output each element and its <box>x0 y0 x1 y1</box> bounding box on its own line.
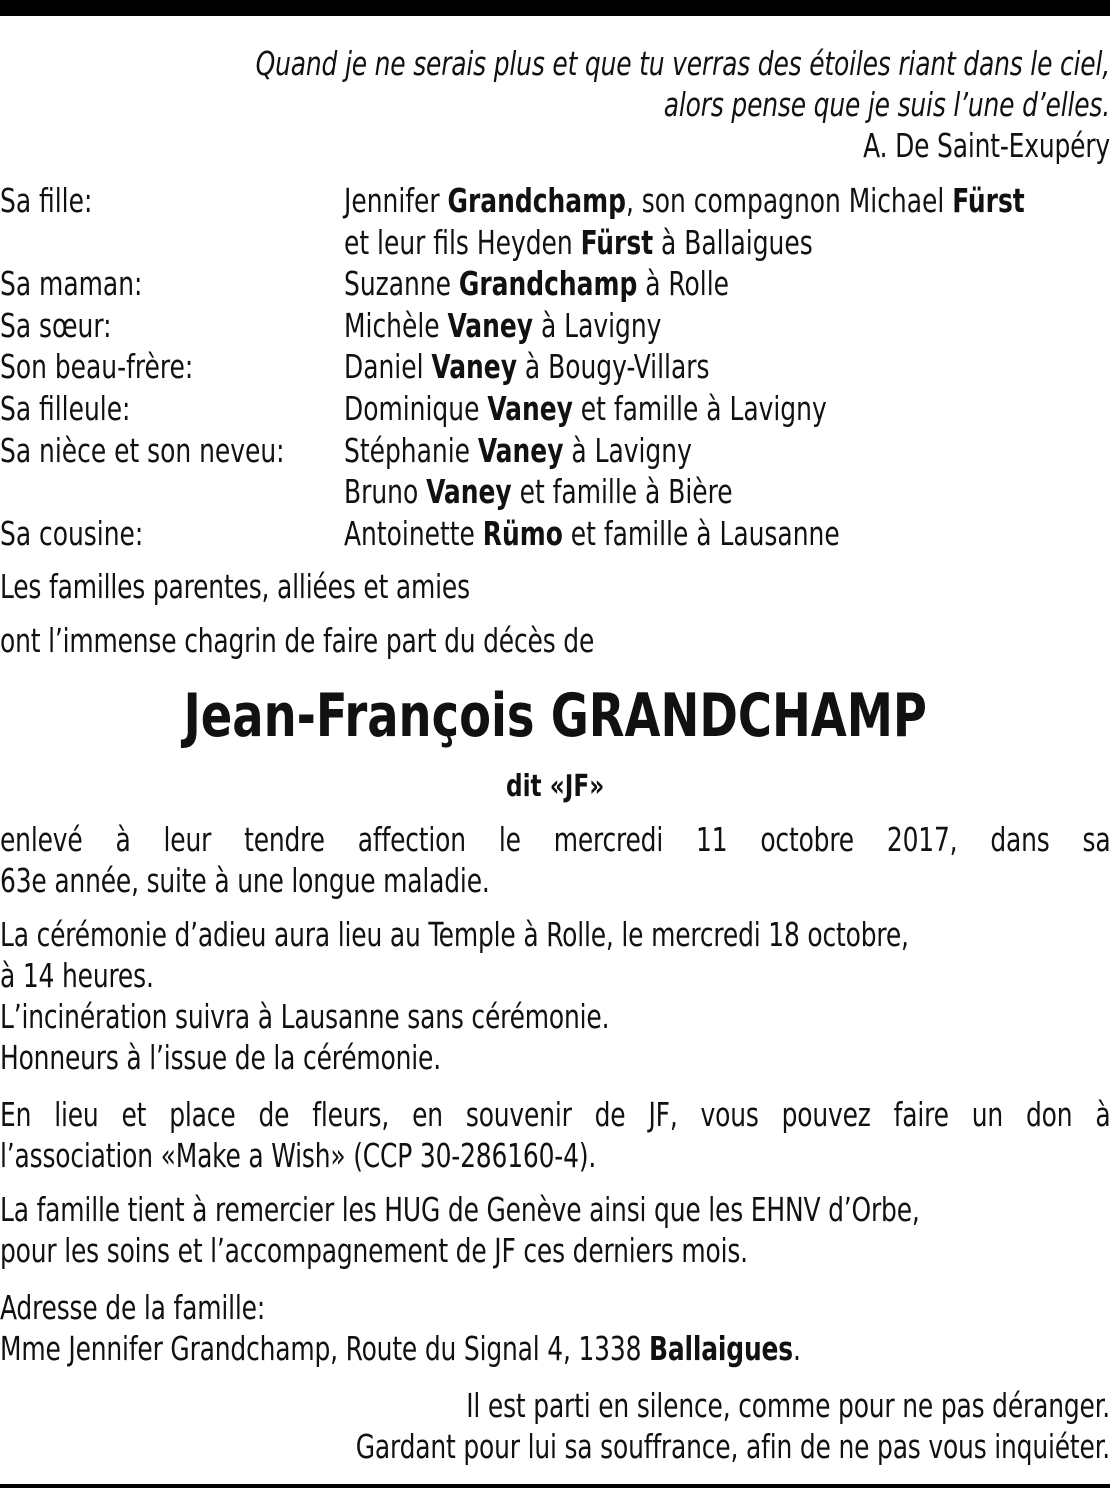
deceased-nickname <box>0 768 1110 806</box>
body-p2-line4: Honneurs à l’issue de la cérémonie. <box>0 1038 441 1077</box>
family-text: Suzanne <box>344 264 459 304</box>
family-text: Daniel <box>344 347 432 387</box>
family-label: Son beau-frère: <box>0 347 194 387</box>
family-label: Sa filleule: <box>0 389 131 428</box>
family-value <box>344 388 827 429</box>
family-value <box>344 180 1025 221</box>
family-text: Stéphanie <box>344 430 478 470</box>
family-text: Jennifer <box>344 181 448 220</box>
address-suffix: . <box>792 1329 801 1368</box>
quote-line-1: Quand je ne serais plus et que tu verras des étoiles riant dans le ciel, <box>255 44 1110 83</box>
address-city: Ballaigues <box>649 1329 793 1368</box>
body-p1-line2: 63e année, suite à une longue maladie. <box>0 861 490 900</box>
family-surname: Vaney <box>487 389 573 428</box>
family-text: à Bougy-Villars <box>516 347 710 387</box>
family-surname: Rümo <box>482 513 563 553</box>
body-p2-line3: L’incinération suivra à Lausanne sans cérémonie. <box>0 997 610 1036</box>
family-text: à Rolle <box>637 264 729 304</box>
family-text: et famille à Bière <box>511 472 733 512</box>
family-surname: Fürst <box>952 181 1025 220</box>
family-surname: Vaney <box>477 430 564 470</box>
closing-line-1: Il est parti en silence, comme pour ne pas déranger. <box>466 1386 1110 1425</box>
body-p3-line1: En lieu et place de fleurs, en souvenir de JF, vous pouvez faire un don à <box>0 1095 1110 1134</box>
family-label: Sa nièce et son neveu: <box>0 430 285 470</box>
quote-author: A. De Saint-Exupéry <box>863 126 1110 165</box>
deceased-name-text: Jean-François GRANDCHAMP <box>183 681 927 751</box>
family-text: et famille à Lausanne <box>562 513 840 553</box>
family-label: Sa maman: <box>0 264 143 304</box>
family-text: Michèle <box>344 305 448 345</box>
family-text: à Ballaigues <box>653 222 813 262</box>
family-surname: Vaney <box>431 347 517 387</box>
intro-line-2: ont l’immense chagrin de faire part du décès de <box>0 621 595 660</box>
body-p1-line1: enlevé à leur tendre affection le mercredi 11 octobre 2017, dans sa <box>0 820 1110 859</box>
family-text: Antoinette <box>344 513 483 553</box>
family-text: Dominique <box>344 389 488 428</box>
body-p3-line2: l’association «Make a Wish» (CCP 30-286160-4). <box>0 1136 597 1175</box>
family-text: Bruno <box>344 472 427 512</box>
family-value <box>344 263 729 304</box>
family-surname: Vaney <box>447 305 534 345</box>
family-text: et famille à Lavigny <box>572 389 827 428</box>
family-value <box>344 305 661 346</box>
family-value <box>344 222 813 263</box>
bottom-rule <box>0 1484 1110 1488</box>
body-p4-line2: pour les soins et l’accompagnement de JF ces derniers mois. <box>0 1231 748 1270</box>
family-label: Sa sœur: <box>0 305 112 345</box>
family-surname: Grandchamp <box>447 181 626 220</box>
family-text: à Lavigny <box>563 430 692 470</box>
family-surname: Fürst <box>580 222 654 262</box>
family-value <box>344 346 710 387</box>
family-value <box>344 430 692 471</box>
family-value <box>344 471 733 512</box>
family-label: Sa fille: <box>0 181 93 220</box>
body-p2-line2: à 14 heures. <box>0 956 154 995</box>
top-rule <box>0 0 1110 16</box>
family-text: et leur fils Heyden <box>344 222 581 262</box>
family-surname: Grandchamp <box>458 264 638 304</box>
closing-line-2: Gardant pour lui sa souffrance, afin de ne pas vous inquiéter. <box>355 1427 1110 1466</box>
deceased-nickname-text: dit «JF» <box>505 769 605 804</box>
address-line <box>0 1328 932 1369</box>
family-surname: Vaney <box>426 472 512 512</box>
body-p2-line1: La cérémonie d’adieu aura lieu au Temple à Rolle, le mercredi 18 octobre, <box>0 915 909 954</box>
family-label: Sa cousine: <box>0 513 144 553</box>
address-prefix: Mme Jennifer Grandchamp, Route du Signal 4, 1338 <box>0 1329 650 1368</box>
body-p4-line1: La famille tient à remercier les HUG de Genève ainsi que les EHNV d’Orbe, <box>0 1190 920 1229</box>
intro-line-1: Les familles parentes, alliées et amies <box>0 567 470 606</box>
family-text: à Lavigny <box>533 305 662 345</box>
family-value <box>344 513 840 554</box>
quote-line-2: alors pense que je suis l’une d’elles. <box>663 85 1110 124</box>
family-text: , son compagnon Michael <box>625 181 953 220</box>
address-heading: Adresse de la famille: <box>0 1288 266 1327</box>
deceased-name <box>0 680 1110 752</box>
